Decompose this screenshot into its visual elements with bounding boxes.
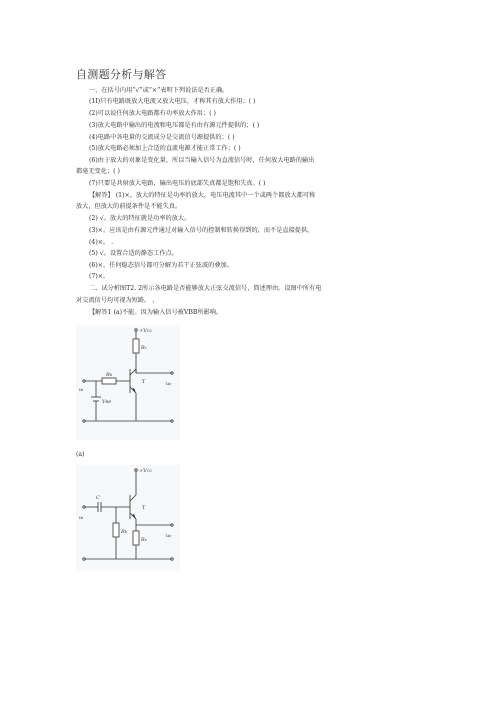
- vbb-sub: BB: [105, 400, 111, 404]
- text-line: (2) √。放大的特征就是功率的放大。: [89, 215, 191, 222]
- text-line: (3)×。应该是由有源元件通过对输入信号的控制和转换得到的，而不是直接提供。: [89, 227, 314, 234]
- vcc-label: +V: [139, 328, 147, 334]
- vcc-sub: CC: [146, 329, 153, 333]
- circuit-b-drawing: [76, 465, 180, 571]
- transistor-label: T: [142, 379, 146, 385]
- uo-label: u: [166, 381, 170, 387]
- text-line: 对交流信号均可视为短路。 ，: [76, 297, 159, 304]
- svg-text:uo: [166, 533, 171, 539]
- text-line: 放大，但放大的前提条件是不能失真。: [76, 203, 182, 210]
- uo-sub-b: o: [169, 534, 172, 538]
- rb-sub: b: [109, 373, 113, 377]
- text-line: 【解答1 (a)不能。因为输入信号被VBB所影响。: [89, 309, 223, 316]
- circuit-figure-b: [76, 465, 180, 571]
- re-sub: e: [144, 538, 147, 542]
- circuit-a-drawing: [76, 325, 180, 440]
- rb-sub-b: b: [124, 530, 128, 534]
- ui-label-b: u: [79, 515, 83, 521]
- page-title: 自测题分析与解答: [76, 68, 167, 81]
- rc-sub: c: [144, 346, 147, 350]
- text-line: (2)可以说任何放大电路都有功率放大作用；( ): [89, 110, 216, 117]
- vbb-label: V: [102, 399, 106, 405]
- svg-text:Re: [140, 537, 147, 543]
- svg-text:+VCC: [139, 328, 152, 334]
- svg-text:VBB: [102, 399, 111, 405]
- text-line: 二、试分析图T2. 2所示各电路是否能够放大正弦交流信号，简述理由。设图中所有电: [89, 285, 322, 292]
- capacitor-label: C: [96, 495, 100, 501]
- svg-text:Rc: [140, 345, 147, 351]
- text-line: (7)只要是共射放大电路，输出电压的底部失真都是饱和失真。( ): [89, 180, 266, 187]
- text-line: (7)×。: [89, 273, 110, 280]
- vcc-sub-b: CC: [146, 469, 153, 473]
- text-line: (3)放大电路中输出的电流和电压都是有由有源元件提供的；( ): [89, 122, 260, 129]
- text-line: 都毫无变化；( ): [76, 168, 120, 175]
- text-line: (5) √。设置合适的静态工作点。: [89, 250, 178, 257]
- text-line: (4)电路中各电量的交流成分是交流信号源提供的；( ): [89, 134, 235, 141]
- text-line: (6)×。任何稳态信号都可分解为若干正弦波的叠加。: [89, 262, 233, 269]
- svg-text:Rb: [120, 529, 128, 535]
- ui-sub: i: [82, 388, 84, 392]
- rc-label: R: [141, 345, 145, 351]
- svg-text:ui: [79, 387, 83, 393]
- uo-label-b: u: [166, 533, 170, 539]
- uo-sub: o: [169, 382, 172, 386]
- text-line: 一、在括号内用“√”或“×”表明下列说法是否正确。: [89, 87, 229, 94]
- ui-label: u: [79, 387, 83, 393]
- rb-label-b: R: [121, 529, 125, 535]
- text-line: (6)由于放大的对象是变化量，所以当输入信号为直流信号时，任何放大电路的输出: [89, 157, 315, 164]
- svg-text:+VCC: [139, 468, 152, 474]
- figure-a-caption: (a): [76, 451, 85, 458]
- svg-text:ui: [79, 515, 83, 521]
- transistor-label-b: T: [142, 505, 146, 511]
- text-line: (1I)只有电路既放大电流又放大电压，才称其有放大作用；( ): [89, 98, 256, 105]
- svg-text:Rb: [105, 372, 113, 378]
- text-line: (5)放大电路必须加上合适的直流电源才能正常工作；( ): [89, 145, 241, 152]
- vcc-label-b: +V: [139, 468, 147, 474]
- text-line: (4)×。 .: [89, 239, 114, 246]
- svg-text:uo: [166, 381, 171, 387]
- text-line: 【解答】 (1)×。放大的特征是功率的放大，电压电流其中一个或两个都放大都可称: [89, 192, 316, 199]
- re-label: R: [141, 537, 145, 543]
- rb-label: R: [106, 372, 110, 378]
- circuit-figure-a: [76, 325, 180, 440]
- ui-sub-b: i: [82, 516, 84, 520]
